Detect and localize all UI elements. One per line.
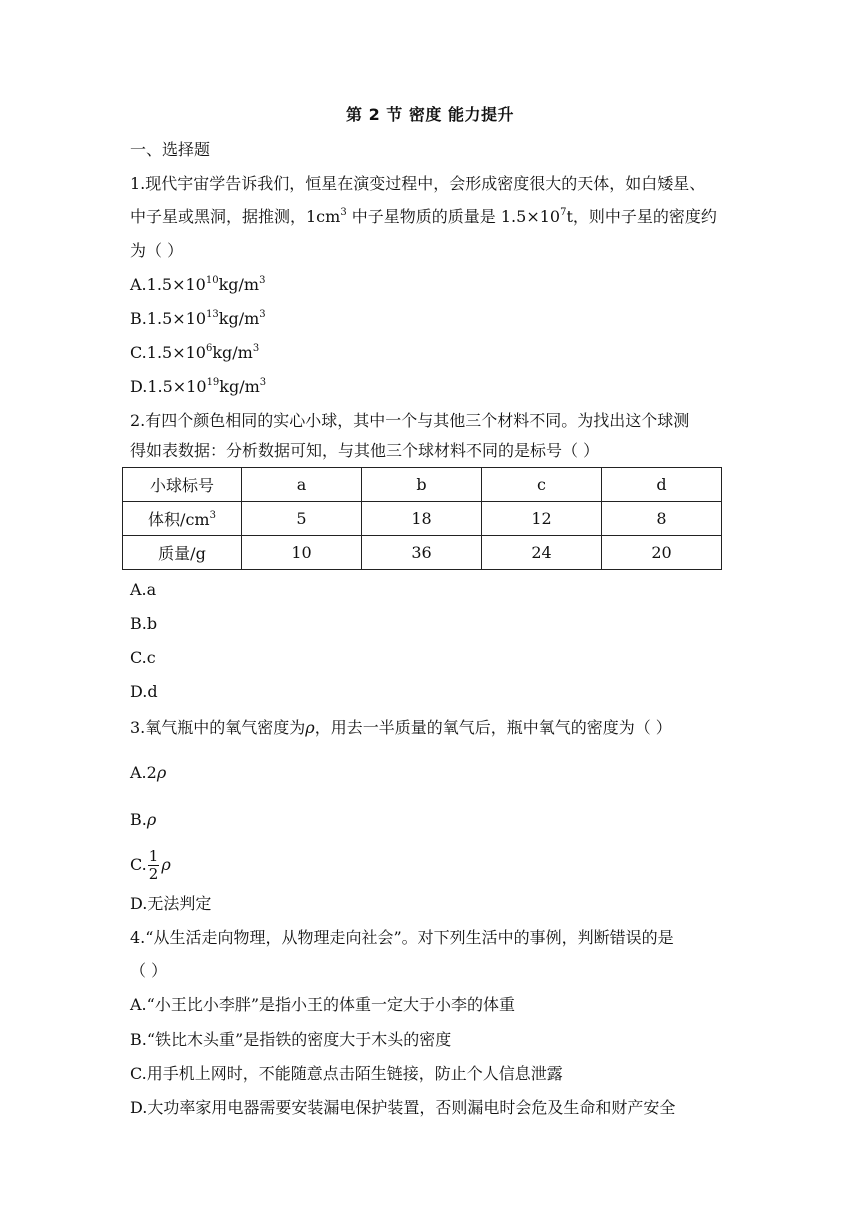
- page-title: 第 2 节 密度 能力提升: [346, 105, 514, 124]
- superscript: 3: [259, 309, 266, 320]
- q3-option-c: [130, 845, 740, 885]
- superscript: 3: [259, 275, 266, 286]
- q3-option-b: [130, 810, 740, 830]
- q1-line-2: [130, 207, 740, 227]
- option-text: C.1.5×10: [130, 343, 206, 362]
- option-text: D.1.5×10: [130, 377, 207, 396]
- q2-option-b: B.b: [130, 614, 158, 633]
- q3-text-part: 3.氧气瓶中的氧气密度为: [130, 718, 306, 737]
- q4-option-c: C.用手机上网时，不能随意点击陌生链接，防止个人信息泄露: [130, 1064, 563, 1083]
- superscript: 10: [205, 275, 219, 286]
- superscript: 13: [206, 309, 219, 320]
- q1-line-1: 1.现代宇宙学告诉我们，恒星在演变过程中，会形成密度很大的天体，如白矮星、: [130, 174, 706, 193]
- option-unit: kg/m: [212, 343, 253, 362]
- table-cell: 12: [482, 502, 602, 536]
- data-table: [122, 467, 722, 570]
- table-cell: 8: [602, 502, 722, 536]
- q1-text-part: 中子星物质的质量是 1.5×10: [346, 207, 561, 226]
- fraction-numerator: 1: [148, 847, 159, 865]
- q3-text-part: ，用去一半质量的氧气后，瓶中氧气的密度为（ ）: [314, 718, 672, 737]
- q4-line-2: （ ）: [130, 961, 168, 980]
- table-row: [123, 536, 722, 570]
- q4-line-1: 4.“从生活走向物理，从物理走向社会”。对下列生活中的事例，判断错误的是: [130, 928, 674, 947]
- superscript: 3: [340, 207, 347, 218]
- option-prefix: C.: [130, 855, 147, 874]
- q2-line-2: 得如表数据：分析数据可知，与其他三个球材料不同的是标号（ ）: [130, 441, 600, 460]
- fraction-denominator: 2: [148, 865, 159, 883]
- q2-option-a: A.a: [130, 580, 157, 599]
- rho-symbol: ρ: [146, 810, 157, 829]
- section-heading: 一、选择题: [130, 140, 211, 159]
- superscript: 3: [252, 343, 260, 354]
- table-cell: 质量/g: [123, 536, 242, 570]
- q2-option-d: D.d: [130, 682, 158, 701]
- row-label: 体积/cm: [148, 510, 210, 529]
- option-text: B.1.5×10: [130, 309, 207, 328]
- option-prefix: B.: [130, 810, 147, 829]
- table-cell: [123, 502, 242, 536]
- option-unit: kg/m: [218, 275, 260, 294]
- table-row: [123, 502, 722, 536]
- q4-option-d: D.大功率家用电器需要安装漏电保护装置，否则漏电时会危及生命和财产安全: [130, 1098, 676, 1117]
- table-cell: 36: [362, 536, 482, 570]
- q1-text-part: 中子星或黑洞，据推测，1cm: [130, 207, 341, 226]
- rho-symbol: ρ: [156, 763, 167, 782]
- rho-symbol: ρ: [161, 855, 171, 874]
- superscript: 6: [205, 343, 213, 354]
- table-cell: 18: [362, 502, 482, 536]
- q4-option-a: A.“小王比小李胖”是指小王的体重一定大于小李的体重: [130, 995, 516, 1014]
- option-unit: kg/m: [219, 377, 260, 396]
- q2-line-1: 2.有四个颜色相同的实心小球，其中一个与其他三个材料不同。为找出这个球测: [130, 411, 690, 430]
- table-row: [123, 468, 722, 502]
- superscript: 3: [259, 377, 267, 388]
- q3-option-a: [130, 763, 740, 783]
- q1-option-d: [130, 377, 740, 397]
- q1-text-part: t，则中子星的密度约: [566, 207, 717, 226]
- table-cell: a: [242, 468, 362, 502]
- superscript: 7: [560, 207, 567, 218]
- table-cell: 10: [242, 536, 362, 570]
- option-unit: kg/m: [218, 309, 260, 328]
- table-cell: 小球标号: [123, 468, 242, 502]
- table-cell: 20: [602, 536, 722, 570]
- table-cell: 24: [482, 536, 602, 570]
- q1-option-c: [130, 343, 740, 363]
- q1-line-3: 为（ ）: [130, 241, 184, 260]
- table-cell: b: [362, 468, 482, 502]
- superscript: 19: [206, 377, 220, 388]
- q2-option-c: C.c: [130, 648, 156, 667]
- q1-option-a: [130, 275, 740, 295]
- fraction: [148, 848, 160, 883]
- table-cell: c: [482, 468, 602, 502]
- option-prefix: A.: [130, 763, 147, 782]
- option-text: A.1.5×10: [130, 275, 206, 294]
- table-cell: d: [602, 468, 722, 502]
- rho-symbol: ρ: [305, 718, 315, 737]
- q3-option-d: D.无法判定: [130, 894, 212, 913]
- q3-stem: [130, 718, 740, 738]
- superscript: 3: [209, 510, 216, 521]
- q1-option-b: [130, 309, 740, 329]
- q4-option-b: B.“铁比木头重”是指铁的密度大于木头的密度: [130, 1030, 452, 1049]
- option-coefficient: 2: [146, 763, 157, 782]
- table-cell: 5: [242, 502, 362, 536]
